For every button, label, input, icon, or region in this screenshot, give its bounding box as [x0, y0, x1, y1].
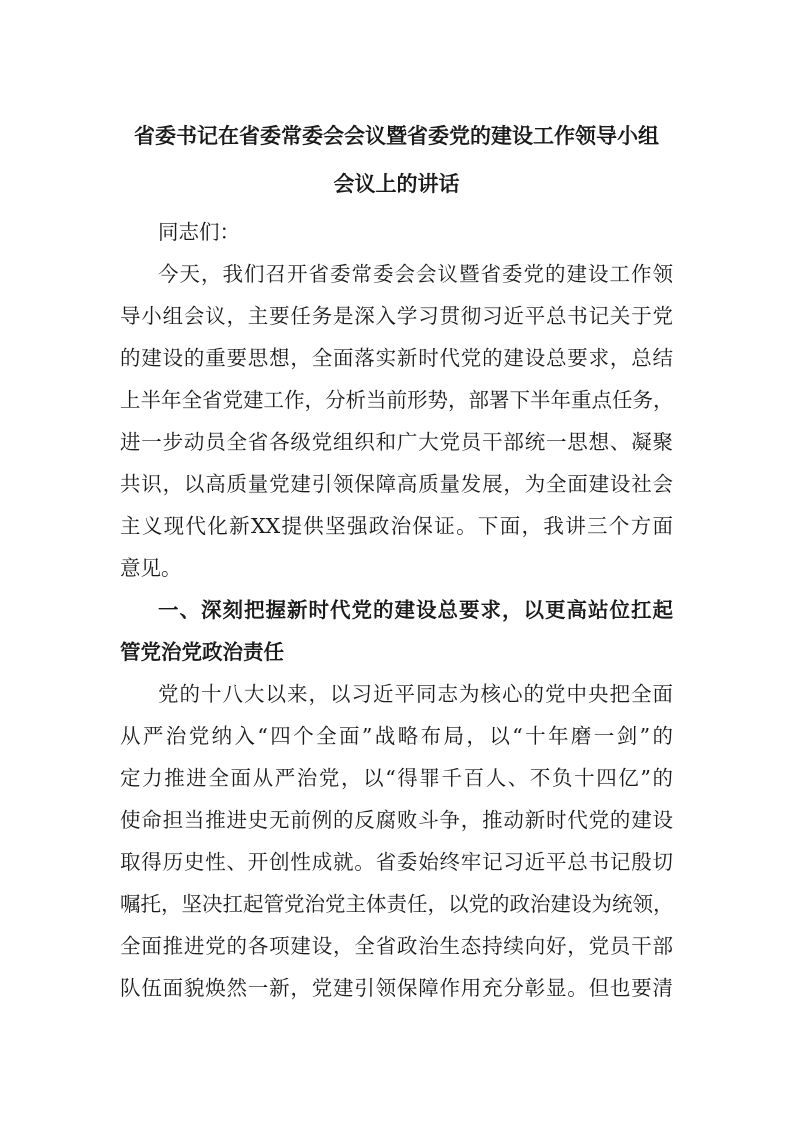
- section-heading-1-line: 管党治党政治责任: [120, 640, 284, 664]
- section-heading-1-line: 一、深刻把握新时代党的建设总要求，以更高站位扛起: [158, 598, 673, 622]
- paragraph-1-line: 今天，我们召开省委常委会会议暨省委党的建设工作领: [158, 262, 673, 286]
- paragraph-1-line: 共识，以高质量党建引领保障高质量发展，为全面建设社会: [120, 472, 673, 496]
- paragraph-2-line: 嘱托，坚决扛起管党治党主体责任，以党的政治建设为统领，: [120, 892, 674, 916]
- document-title-line-2: 会议上的讲话: [333, 171, 460, 196]
- paragraph-1-line: 进一步动员全省各级党组织和广大党员干部统一思想、凝聚: [120, 430, 673, 454]
- paragraph-2-line: 队伍面貌焕然一新，党建引领保障作用充分彰显。但也要清: [120, 976, 673, 1000]
- paragraph-1-line: 导小组会议，主要任务是深入学习贯彻习近平总书记关于党: [120, 304, 673, 328]
- salutation: 同志们：: [158, 220, 240, 244]
- paragraph-2-line: 从严治党纳入“四个全面”战略布局，以“十年磨一剑”的: [120, 724, 673, 748]
- paragraph-1-line: 意见。: [120, 556, 182, 580]
- paragraph-2-line: 全面推进党的各项建设，全省政治生态持续向好，党员干部: [120, 934, 673, 958]
- paragraph-1-line: 主义现代化新XX提供坚强政治保证。下面，我讲三个方面: [120, 514, 673, 538]
- paragraph-1-line: 上半年全省党建工作，分析当前形势，部署下半年重点任务，: [120, 388, 674, 412]
- paragraph-1-line: 的建设的重要思想，全面落实新时代党的建设总要求，总结: [120, 346, 673, 370]
- paragraph-2-line: 定力推进全面从严治党，以“得罪千百人、不负十四亿”的: [120, 766, 673, 790]
- document-title-line-1: 省委书记在省委常委会会议暨省委党的建设工作领导小组: [134, 123, 659, 148]
- paragraph-2-line: 使命担当推进史无前例的反腐败斗争，推动新时代党的建设: [120, 808, 673, 832]
- paragraph-2-line: 党的十八大以来，以习近平同志为核心的党中央把全面: [158, 682, 673, 706]
- paragraph-2-line: 取得历史性、开创性成就。省委始终牢记习近平总书记殷切: [120, 850, 673, 874]
